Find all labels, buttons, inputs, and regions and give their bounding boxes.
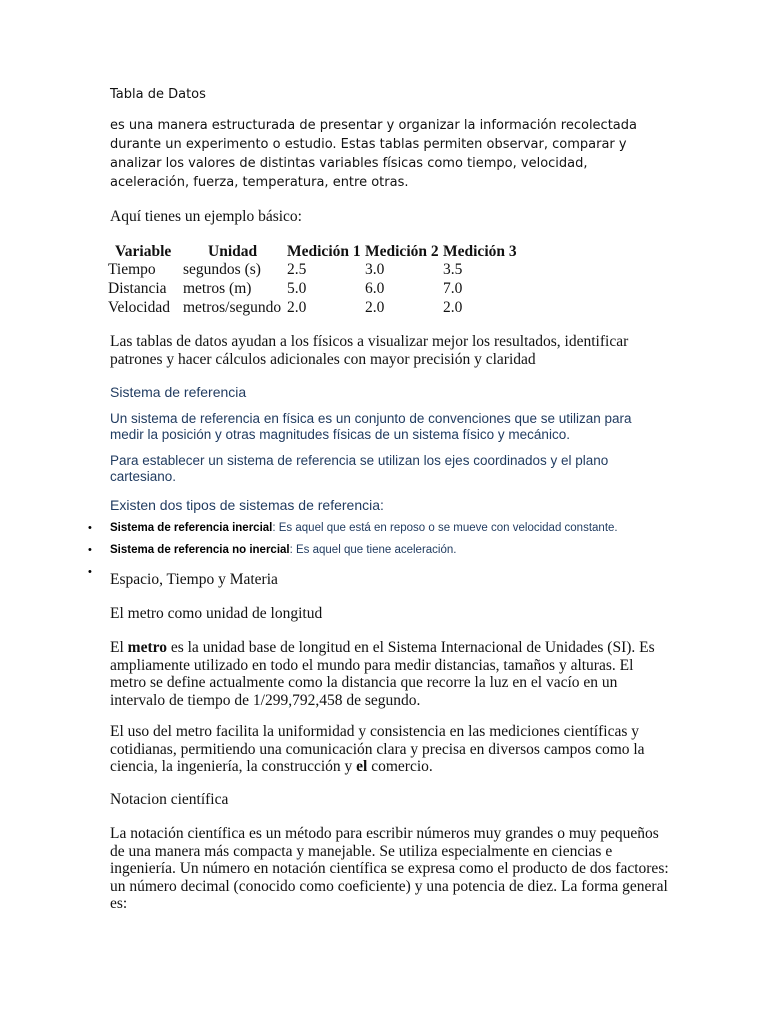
paragraph: La notación científica es un método para escribir números muy grandes o muy pequeños de una manera más compacta y manejable. Se utiliza especialmente en ciencias e ingeniería. Un número en notación científica se expresa como el producto de dos factores: un número decimal (conocido como coeficiente) y una potencia de diez. La forma general es:: [110, 825, 669, 912]
bold-text: metro: [127, 639, 167, 656]
section-heading-espacio: Espacio, Tiempo y Materia: [110, 571, 278, 588]
reference-types-list: [0, 520, 618, 586]
table-cell: 5.0: [287, 280, 307, 297]
section-heading-metro: El metro como unidad de longitud: [110, 605, 323, 622]
table-cell: Tiempo: [108, 261, 156, 278]
list-item-term: Sistema de referencia no inercial: [110, 544, 290, 556]
data-table: [108, 242, 523, 318]
table-cell: segundos (s): [183, 261, 261, 278]
text-run: es la unidad base de longitud en el Sistema Internacional de Unidades (SI). Es ampliamente utilizado en todo el mundo para medir distancias, tamaños y alturas. El metro se define actualmente como la distancia que recorre la luz en el vacío en un intervalo de tiempo de 1/299,792,458 de segundo.: [110, 639, 655, 709]
table-cell: 2.5: [287, 261, 307, 278]
list-item: [0, 520, 618, 542]
table-summary-paragraph: Las tablas de datos ayudan a los físicos a visualizar mejor los resultados, identificar patrones y hacer cálculos adicionales con mayor precisión y claridad: [110, 333, 629, 368]
table-cell: 6.0: [365, 280, 385, 297]
text-run: El uso del metro facilita la uniformidad y consistencia en las mediciones científicas y cotidianas, permitiendo una comunicación clara y precisa en diversos campos como la ciencia, la ingeniería, la construcción y: [110, 723, 645, 775]
section-heading-sistema-referencia: Sistema de referencia: [110, 384, 247, 400]
bullet-icon: •: [88, 522, 92, 534]
table-header-row: [108, 242, 523, 261]
table-cell: metros/segundo: [183, 299, 282, 316]
table-row: [108, 280, 523, 299]
table-cell: 2.0: [365, 299, 385, 316]
column-header: Variable: [115, 242, 172, 260]
table-cell: 2.0: [287, 299, 307, 316]
page-title: Tabla de Datos: [110, 87, 206, 102]
list-item-description: : Es aquel que tiene aceleración.: [289, 544, 457, 556]
list-item-description: : Es aquel que está en reposo o se mueve con velocidad constante.: [272, 522, 618, 534]
section-heading-notacion: Notacion científica: [110, 791, 229, 808]
column-header: Unidad: [208, 242, 258, 260]
bullet-icon: •: [88, 544, 92, 556]
column-header: Medición 2: [365, 242, 439, 260]
intro-paragraph: es una manera estructurada de presentar y organizar la información recolectada durante un experimento o estudio. Estas tablas permiten observar, comparar y analizar los valores de distintas variables físicas como tiempo, velocidad, aceleración, fuerza, temperatura, entre otras.: [110, 118, 637, 190]
list-item-term: Sistema de referencia inercial: [110, 522, 273, 534]
bullet-icon: •: [88, 566, 92, 578]
paragraph: Para establecer un sistema de referencia se utilizan los ejes coordinados y el plano cartesiano.: [110, 453, 609, 484]
table-row: [108, 261, 523, 280]
list-item: [0, 542, 618, 564]
table-row: [108, 299, 523, 318]
paragraph: [110, 639, 670, 709]
text-run: comercio.: [367, 758, 433, 775]
table-cell: 3.5: [443, 261, 463, 278]
table-cell: Velocidad: [108, 299, 170, 316]
table-cell: 7.0: [443, 280, 463, 297]
column-header: Medición 3: [443, 242, 517, 260]
paragraph: Existen dos tipos de sistemas de referencia:: [110, 497, 384, 513]
bold-text: el: [356, 758, 368, 775]
table-cell: metros (m): [183, 280, 252, 297]
text-run: El: [110, 639, 128, 656]
paragraph: Un sistema de referencia en física es un conjunto de convenciones que se utilizan para medir la posición y otras magnitudes físicas de un sistema físico y mecánico.: [110, 411, 632, 442]
table-cell: Distancia: [108, 280, 167, 297]
column-header: Medición 1: [287, 242, 361, 260]
list-item-empty: [0, 564, 618, 586]
table-cell: 3.0: [365, 261, 385, 278]
paragraph: [110, 723, 670, 776]
table-cell: 2.0: [443, 299, 463, 316]
example-lead: Aquí tienes un ejemplo básico:: [110, 208, 302, 225]
